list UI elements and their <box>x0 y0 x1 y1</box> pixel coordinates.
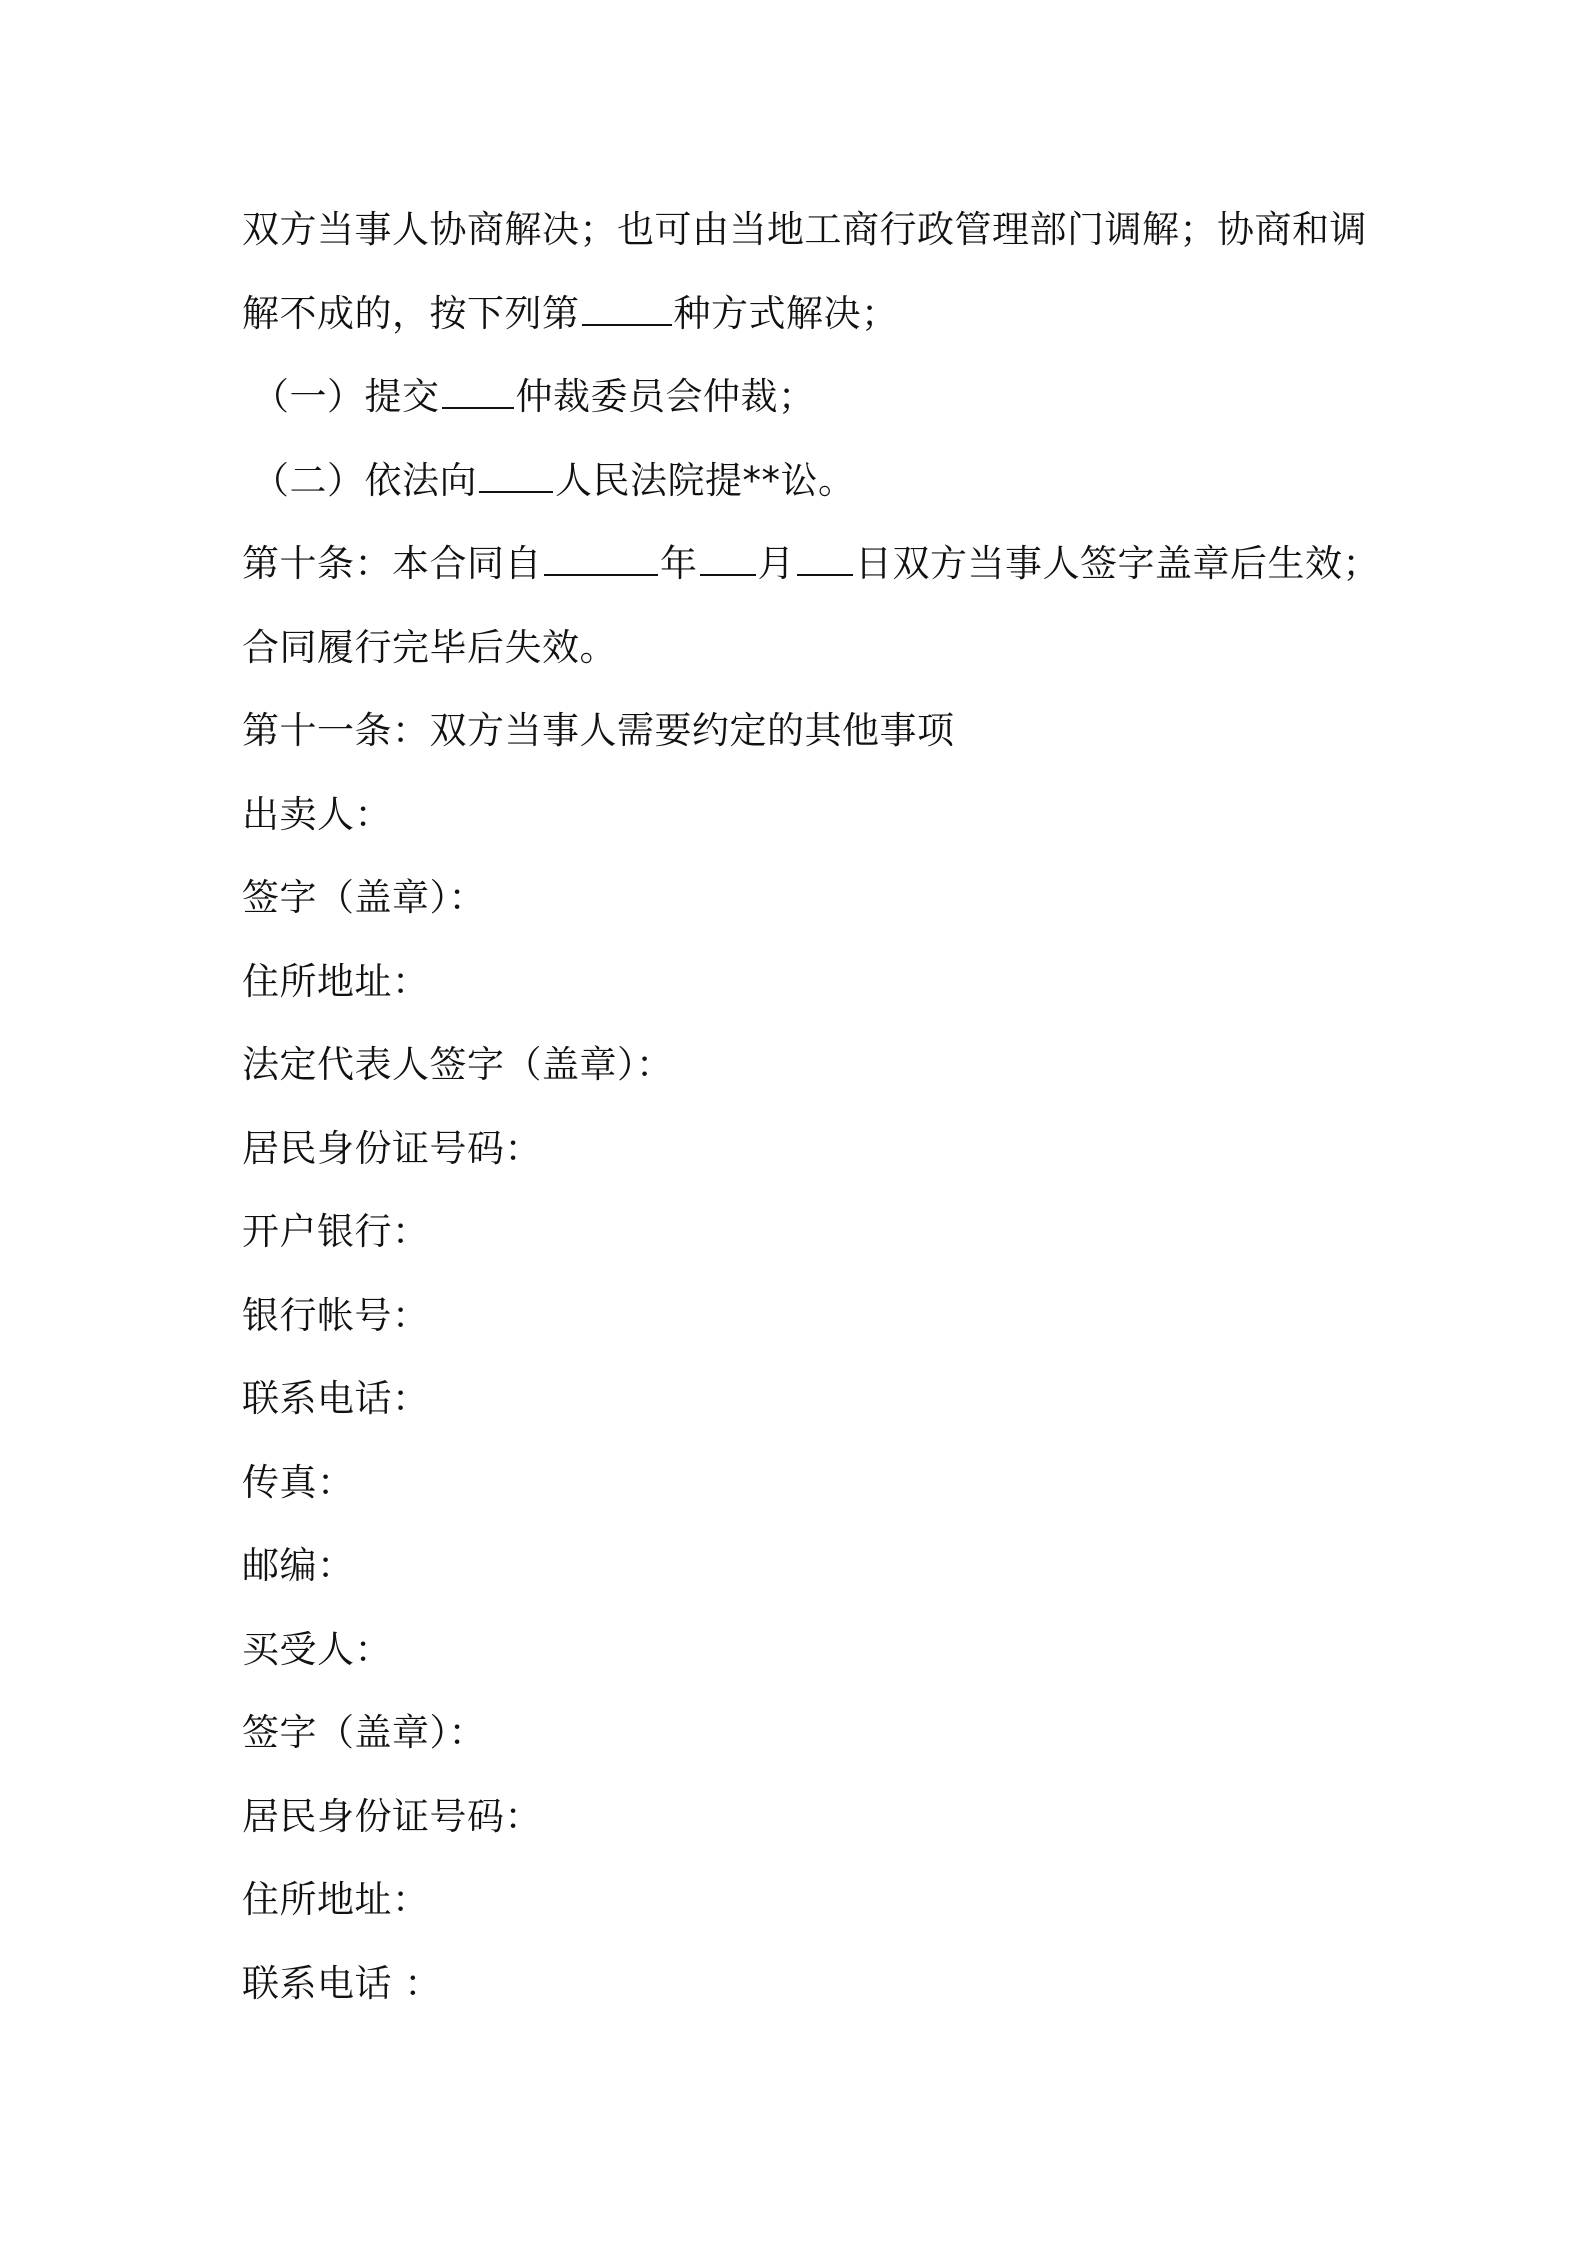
seller-signature-label: 签字（盖章）： <box>242 876 486 919</box>
clause-eleven-text: 第十一条：双方当事人需要约定的其他事项 <box>242 709 955 752</box>
clause-ten-expiry <box>242 613 1362 697</box>
clause-dispute-line2-suffix: 种方式解决； <box>673 291 899 335</box>
option-litigation <box>242 446 1362 530</box>
clause-dispute-method <box>242 279 1362 363</box>
option-arbitration <box>242 362 1362 446</box>
option-litigation-prefix: （二）依法向 <box>252 458 477 502</box>
dispute-method-blank <box>582 280 672 326</box>
option-arbitration-prefix: （一）提交 <box>252 375 440 418</box>
buyer-phone-label: 联系电话 ： <box>242 1961 442 2005</box>
year-label: 年 <box>660 542 698 585</box>
buyer-signature-label: 签字（盖章）： <box>242 1711 486 1754</box>
seller-fax-label: 传真： <box>242 1460 355 1504</box>
arbitration-commission-blank <box>442 363 514 409</box>
day-blank <box>797 530 853 576</box>
clause-dispute-text <box>242 195 1367 279</box>
seller-legal-rep-label: 法定代表人签字（盖章）： <box>242 1043 674 1086</box>
court-blank <box>479 447 553 493</box>
clause-ten-suffix: 日双方当事人签字盖章后生效； <box>855 542 1380 585</box>
clause-dispute-line1: 双方当事人协商解决；也可由当地工商行政管理部门调解；协商和调 <box>242 208 1367 251</box>
seller-postcode-label: 邮编： <box>242 1544 355 1587</box>
option-litigation-suffix: 人民法院提**讼。 <box>555 458 856 502</box>
year-blank <box>544 530 658 576</box>
seller-bank-label: 开户银行： <box>242 1210 430 1253</box>
seller-phone-label: 联系电话： <box>242 1377 430 1420</box>
seller-address-label: 住所地址： <box>242 959 430 1003</box>
seller-account-label: 银行帐号： <box>242 1293 430 1337</box>
clause-ten-prefix: 第十条：本合同自 <box>242 542 542 585</box>
clause-ten-effective <box>242 529 1380 613</box>
seller-id-label: 居民身份证号码： <box>242 1126 542 1170</box>
clause-dispute-line2-prefix: 解不成的，按下列第 <box>242 291 580 335</box>
month-label: 月 <box>757 542 795 585</box>
buyer-title: 买受人： <box>242 1627 392 1671</box>
buyer-address-label: 住所地址： <box>242 1878 430 1921</box>
buyer-id-label: 居民身份证号码： <box>242 1794 542 1838</box>
option-arbitration-suffix: 仲裁委员会仲裁； <box>515 375 816 418</box>
clause-eleven <box>242 696 1362 780</box>
seller-title: 出卖人： <box>242 792 392 836</box>
document-body <box>242 195 1380 2032</box>
month-blank <box>700 530 756 576</box>
clause-ten-expiry-text: 合同履行完毕后失效。 <box>242 625 617 669</box>
